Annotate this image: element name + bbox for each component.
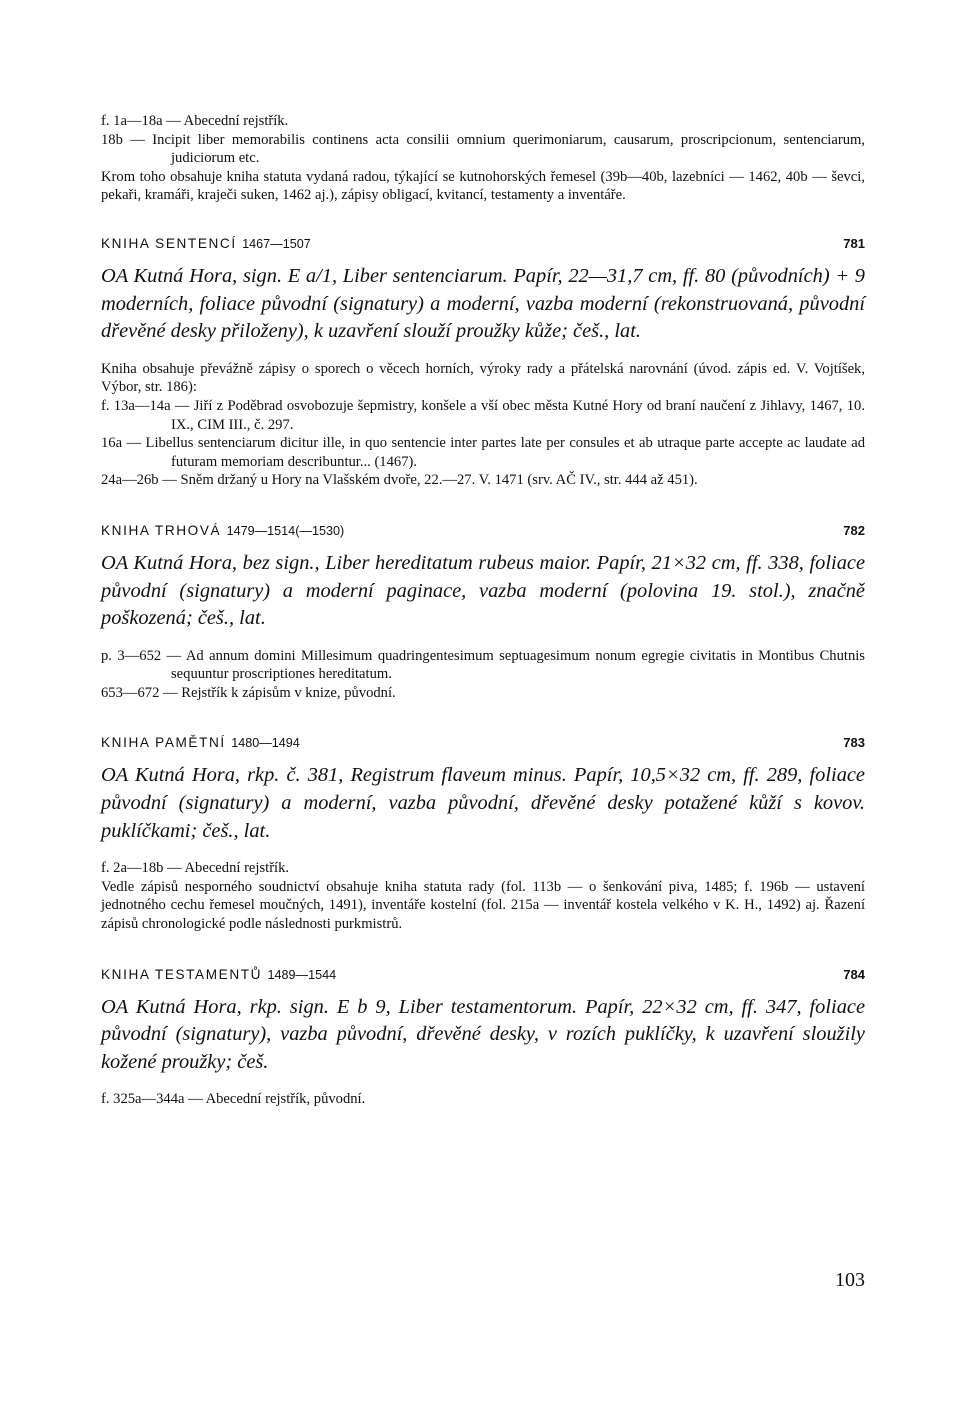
section-title: KNIHA SENTENCÍ — [101, 235, 237, 251]
section-number: 782 — [843, 522, 865, 538]
section-paragraph: Kniha obsahuje převážně zápisy o sporech o věcech horních, výroky rady a přátelská narovnání (úvod. zápis ed. V. Vojtíšek, Výbor, str. 186): — [101, 360, 865, 396]
page-number: 103 — [835, 1269, 865, 1291]
section-paragraph: Vedle zápisů nesporného soudnictví obsahuje kniha statuta rady (fol. 113b — o šenkování piva, 1485; f. 196b — ustavení jednotného cechu řemesel moučných, 1491), inventáře kostelní (fol. 215a — inventář kostela velkého v K. H., 1492) aj. Řazení zápisů chronologické podle následnosti purkmistrů. — [101, 878, 865, 933]
intro-paragraph: Krom toho obsahuje kniha statuta vydaná radou, týkající se kutnohorských řemesel (39b—40b, lazebníci — 1462, 40b — ševci, pekaři, kramáři, kraječi suken, 1462 aj.), zápisy obligací, kvitancí, testamenty a inventáře. — [101, 168, 865, 204]
section-years: 1479—1514(—1530) — [226, 523, 345, 538]
intro-entry: 18b — Incipit liber memorabilis continens acta consilii omnium querimoniarum, causarum, proscripcionum, sentenciarum, judiciorum etc. — [101, 131, 865, 167]
section-title: KNIHA TRHOVÁ — [101, 522, 222, 538]
section-entry: 653—672 — Rejstřík k zápisům v knize, původní. — [101, 684, 396, 701]
section-entry: p. 3—652 — Ad annum domini Millesimum quadringentesimum septuagesimum nonum egregie civitatis in Montibus Chutnis sequuntur proscriptiones hereditatum. — [101, 647, 865, 683]
section-description: OA Kutná Hora, sign. E a/1, Liber sentenciarum. Papír, 22—31,7 cm, ff. 80 (původních) + 9 moderních, foliace původní (signatury) a moderní, vazba moderní (rekonstruovaná, původní dřevěné desky přiloženy), k uzavření slouží proužky kůže; češ., lat. — [101, 264, 865, 343]
section-entry: f. 13a—14a — Jiří z Poděbrad osvobozuje šepmistry, konšele a vší obec města Kutné Hory od braní naučení z Jihlavy, 1467, 10. IX., CIM III., č. 297. — [101, 397, 865, 433]
section-entry: f. 2a—18b — Abecední rejstřík. — [101, 860, 290, 877]
section-heading-783 — [101, 735, 865, 750]
section-years: 1489—1544 — [267, 967, 337, 982]
section-heading-781 — [101, 236, 865, 251]
section-description: OA Kutná Hora, rkp. č. 381, Registrum flaveum minus. Papír, 10,5×32 cm, ff. 289, foliace původní (signatury) a moderní, vazba původní, dřevěné desky potažené kůží s kovov. puklíčkami; češ., lat. — [101, 764, 865, 842]
intro-entry: f. 1a—18a — Abecední rejstřík. — [101, 113, 289, 129]
document-page — [101, 112, 865, 1109]
section-description: OA Kutná Hora, rkp. sign. E b 9, Liber testamentorum. Papír, 22×32 cm, ff. 347, foliace původní (signatury), vazba původní, dřevěné desky, v rozích puklíčky, k uzavření sloužily kožené proužky; češ. — [101, 995, 865, 1073]
section-number: 784 — [843, 966, 865, 982]
section-entry: f. 325a—344a — Abecední rejstřík, původní. — [101, 1091, 366, 1108]
section-description: OA Kutná Hora, bez sign., Liber hereditatum rubeus maior. Papír, 21×32 cm, ff. 338, foliace původní (signatury) a moderní paginace, vazba moderní (polovina 19. stol.), značně poškozená; češ., lat. — [101, 551, 865, 630]
section-years: 1467—1507 — [242, 236, 311, 251]
section-title: KNIHA TESTAMENTŮ — [101, 966, 263, 982]
section-entry: 24a—26b — Sněm držaný u Hory na Vlašském dvoře, 22.—27. V. 1471 (srv. AČ IV., str. 444 až 451). — [101, 472, 698, 489]
section-heading-784 — [101, 967, 865, 982]
section-years: 1480—1494 — [231, 736, 300, 751]
section-number: 783 — [843, 735, 865, 751]
section-heading-782 — [101, 523, 865, 538]
section-entry: 16a — Libellus sentenciarum dicitur ille, in quo sentencie inter partes late per consules et ab utraque parte accepte ac laudate ad futuram memoriam describuntur... (1467). — [101, 435, 865, 470]
section-title: KNIHA PAMĚTNÍ — [101, 735, 226, 751]
section-number: 781 — [843, 235, 865, 251]
